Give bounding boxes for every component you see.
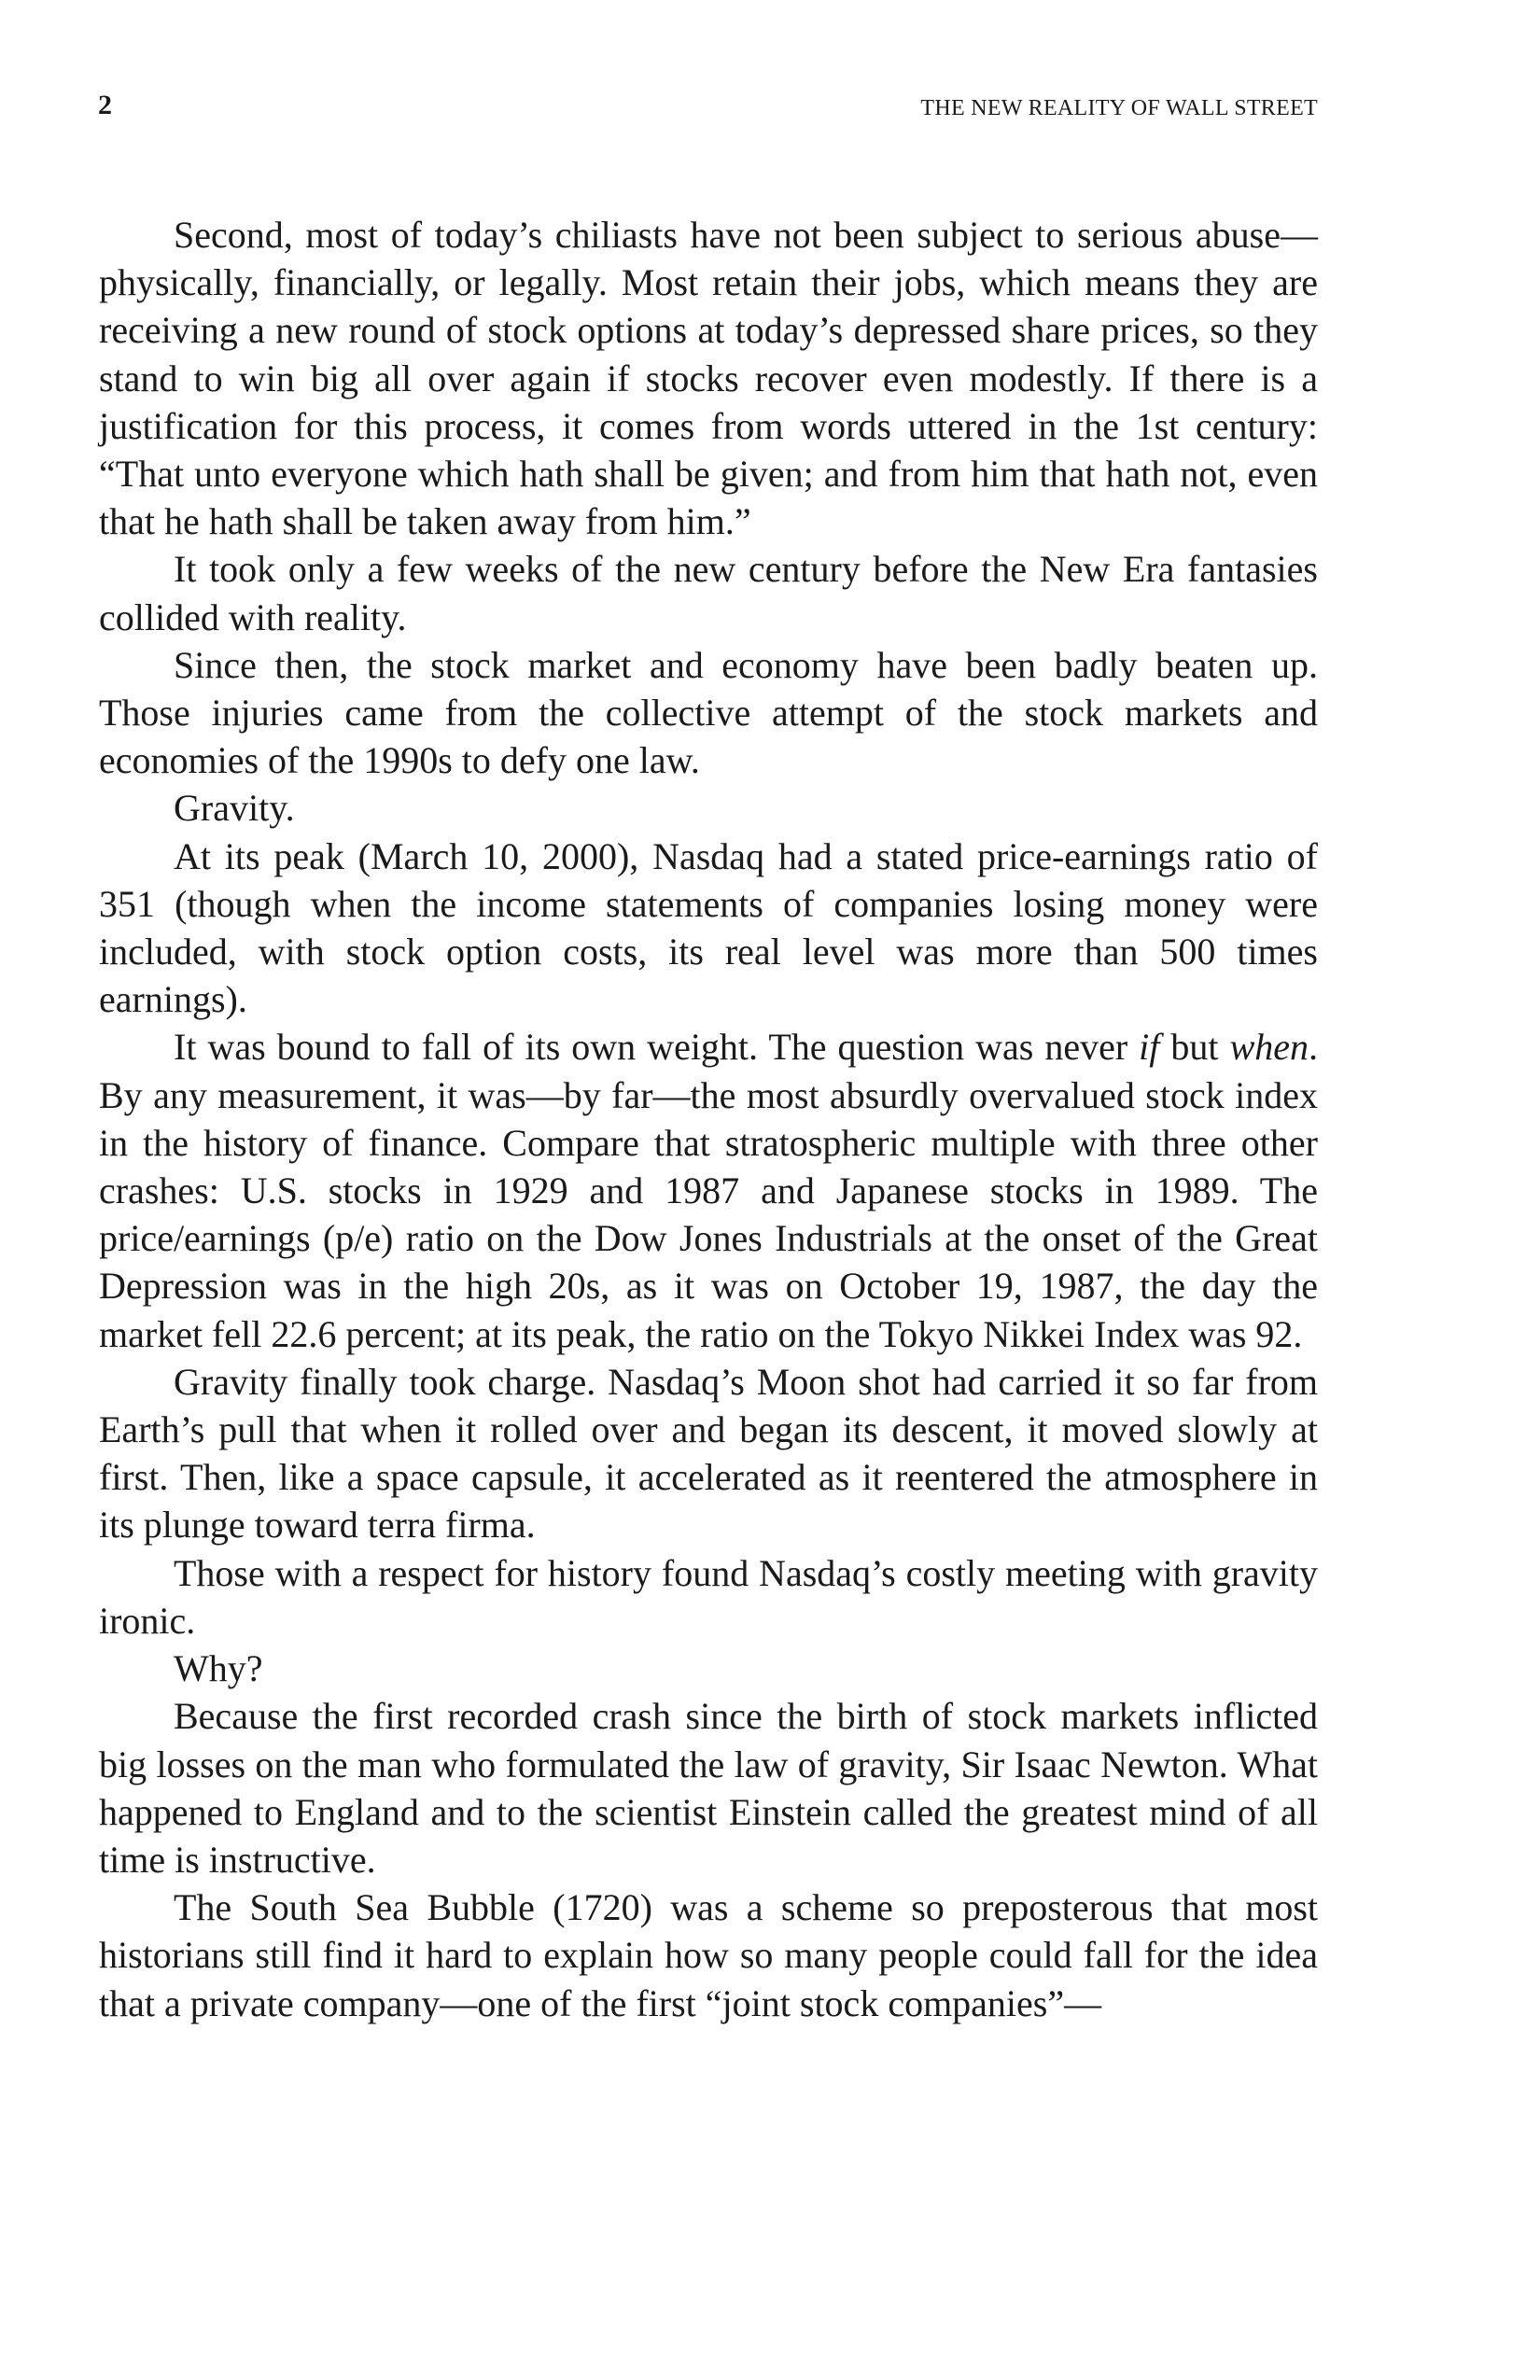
paragraph: Because the first recorded crash since the birth of stock markets inflicted big losses on the man who formulated the law of gravity, Sir Isaac Newton. What happened to England and to the scientist Einstein called the greatest mind of all time is instructive. xyxy=(99,1695,1318,1881)
paragraph: Those with a respect for history found Nasdaq’s costly meeting with gravity ironic. xyxy=(99,1551,1318,1642)
paragraph: At its peak (March 10, 2000), Nasdaq had a stated price-earnings ratio of 351 (though when the income statements of companies losing money were included, with stock option costs, its real level was more than 500 times earnings). xyxy=(99,834,1318,1021)
emphasis-text: when xyxy=(1229,1026,1309,1069)
paragraph: Since then, the stock market and economy have been badly beaten up. Those injuries came from the collective attempt of the stock markets and economies of the 1990s to defy one law. xyxy=(99,643,1318,782)
emphasis-text: if xyxy=(1139,1026,1160,1069)
body-text xyxy=(99,211,1318,2027)
text-run: It was bound to fall of its own weight. The question was never xyxy=(174,1026,1140,1069)
paragraph: Second, most of today’s chiliasts have not been subject to serious abuse—physically, financially, or legally. Most retain their jobs, which means they are receiving a new round of stock options at today’s depressed share prices, so they stand to win big all over again if stocks recover even modestly. If there is a justification for this process, it comes from words uttered in the 1st century: “That unto everyone which hath shall be given; and from him that hath not, even that he hath shall be taken away from him.” xyxy=(99,214,1318,543)
paragraph: Gravity finally took charge. Nasdaq’s Moon shot had carried it so far from Earth’s pull that when it rolled over and began its descent, it moved slowly at first. Then, like a space capsule, it accelerated as it reentered the atmosphere in its plunge toward terra firma. xyxy=(99,1360,1318,1547)
text-run: but xyxy=(1159,1026,1230,1069)
paragraph-with-emphasis xyxy=(99,1023,1318,1357)
paragraph: The South Sea Bubble (1720) was a scheme so preposterous that most historians still find it hard to explain how so many people could fall for the idea that a private company—one of the first “joint stock companies”— xyxy=(99,1886,1318,2024)
page-number: 2 xyxy=(98,90,112,120)
paragraph: Gravity. xyxy=(174,787,295,830)
paragraph: It took only a few weeks of the new century before the New Era fantasies collided with reality. xyxy=(99,548,1318,638)
text-run: . By any measurement, it was—by far—the most absurdly overvalued stock index in the history of finance. Compare that stratospheric multiple with three other crashes: U.S. stocks in 1929 and 1987 and Japanese stocks in 1989. The price/earnings (p/e) ratio on the Dow Jones Industrials at the onset of the Great Depression was in the high 20s, as it was on October 19, 1987, the day the market fell 22.6 percent; at its peak, the ratio on the Tokyo Nikkei Index was 92. xyxy=(99,1026,1318,1355)
running-title: THE NEW REALITY OF WALL STREET xyxy=(920,96,1318,120)
paragraph: Why? xyxy=(174,1647,263,1690)
